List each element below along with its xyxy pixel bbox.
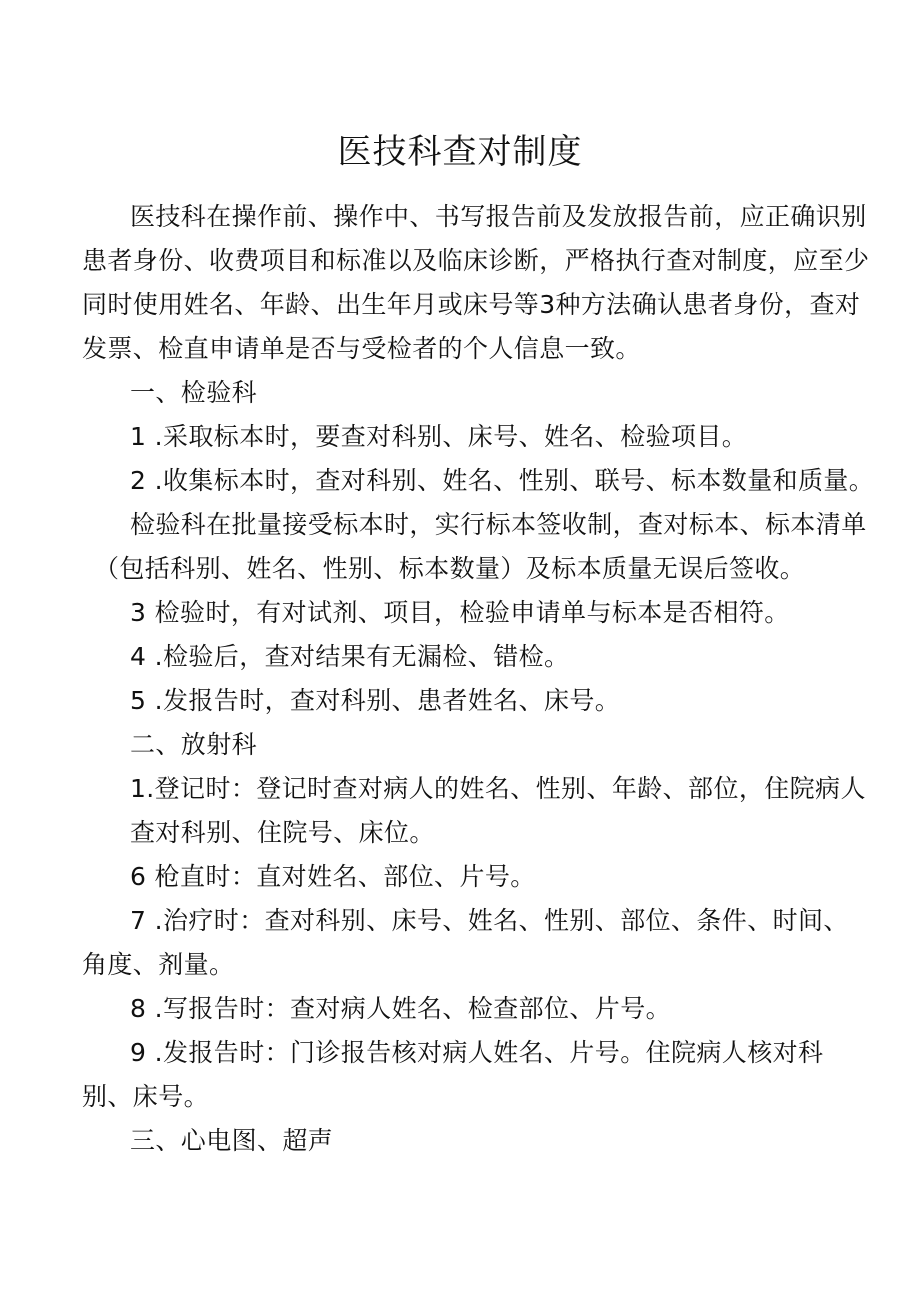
list-item: 2 .收集标本时，查对科别、姓名、性别、联号、标本数量和质量。 [130, 466, 875, 495]
list-item: 5 .发报告时，查对科别、患者姓名、床号。 [130, 686, 621, 715]
document-title: 医技科查对制度 [337, 132, 583, 172]
list-item-continuation: 角度、剂量。 [82, 950, 235, 979]
list-item: 1.登记时：登记时查对病人的姓名、性别、年龄、部位，住院病人 [130, 774, 866, 803]
document-body [82, 195, 875, 1163]
section-heading: 三、心电图、超声 [130, 1126, 334, 1155]
list-item: 6 枪直时：直对姓名、部位、片号。 [130, 862, 536, 891]
section-heading: 一、检验科 [130, 378, 258, 407]
list-item: 9 .发报告时：门诊报告核对病人姓名、片号。住院病人核对科 [130, 1038, 824, 1067]
list-item: 4 .检验后，查对结果有无漏检、错检。 [130, 642, 570, 671]
paragraph-line: 患者身份、收费项目和标准以及临床诊断，严格执行查对制度，应至少 [82, 246, 870, 275]
list-item-continuation: 别、床号。 [82, 1082, 210, 1111]
list-item: 3 检验时，有对试剂、项目，检验申请单与标本是否相符。 [130, 598, 790, 627]
section-heading: 二、放射科 [130, 730, 258, 759]
list-item: 1 .采取标本时，要查对科别、床号、姓名、检验项目。 [130, 422, 748, 451]
paragraph-line: 同时使用姓名、年龄、出生年月或床号等3种方法确认患者身份，查对 [82, 290, 861, 319]
paragraph-line: （包括科别、姓名、性别、标本数量）及标本质量无误后签收。 [94, 554, 806, 583]
list-item: 7 .治疗时：查对科别、床号、姓名、性别、部位、条件、时间、 [130, 906, 849, 935]
paragraph-line: 检验科在批量接受标本时，实行标本签收制，查对标本、标本清单 [130, 510, 867, 539]
list-item-continuation: 查对科别、住院号、床位。 [130, 818, 435, 847]
paragraph-line: 发票、检直申请单是否与受检者的个人信息一致。 [82, 334, 641, 363]
list-item: 8 .写报告时：查对病人姓名、检查部位、片号。 [130, 994, 672, 1023]
paragraph-line: 医技科在操作前、操作中、书写报告前及发放报告前，应正确识别 [130, 202, 867, 231]
